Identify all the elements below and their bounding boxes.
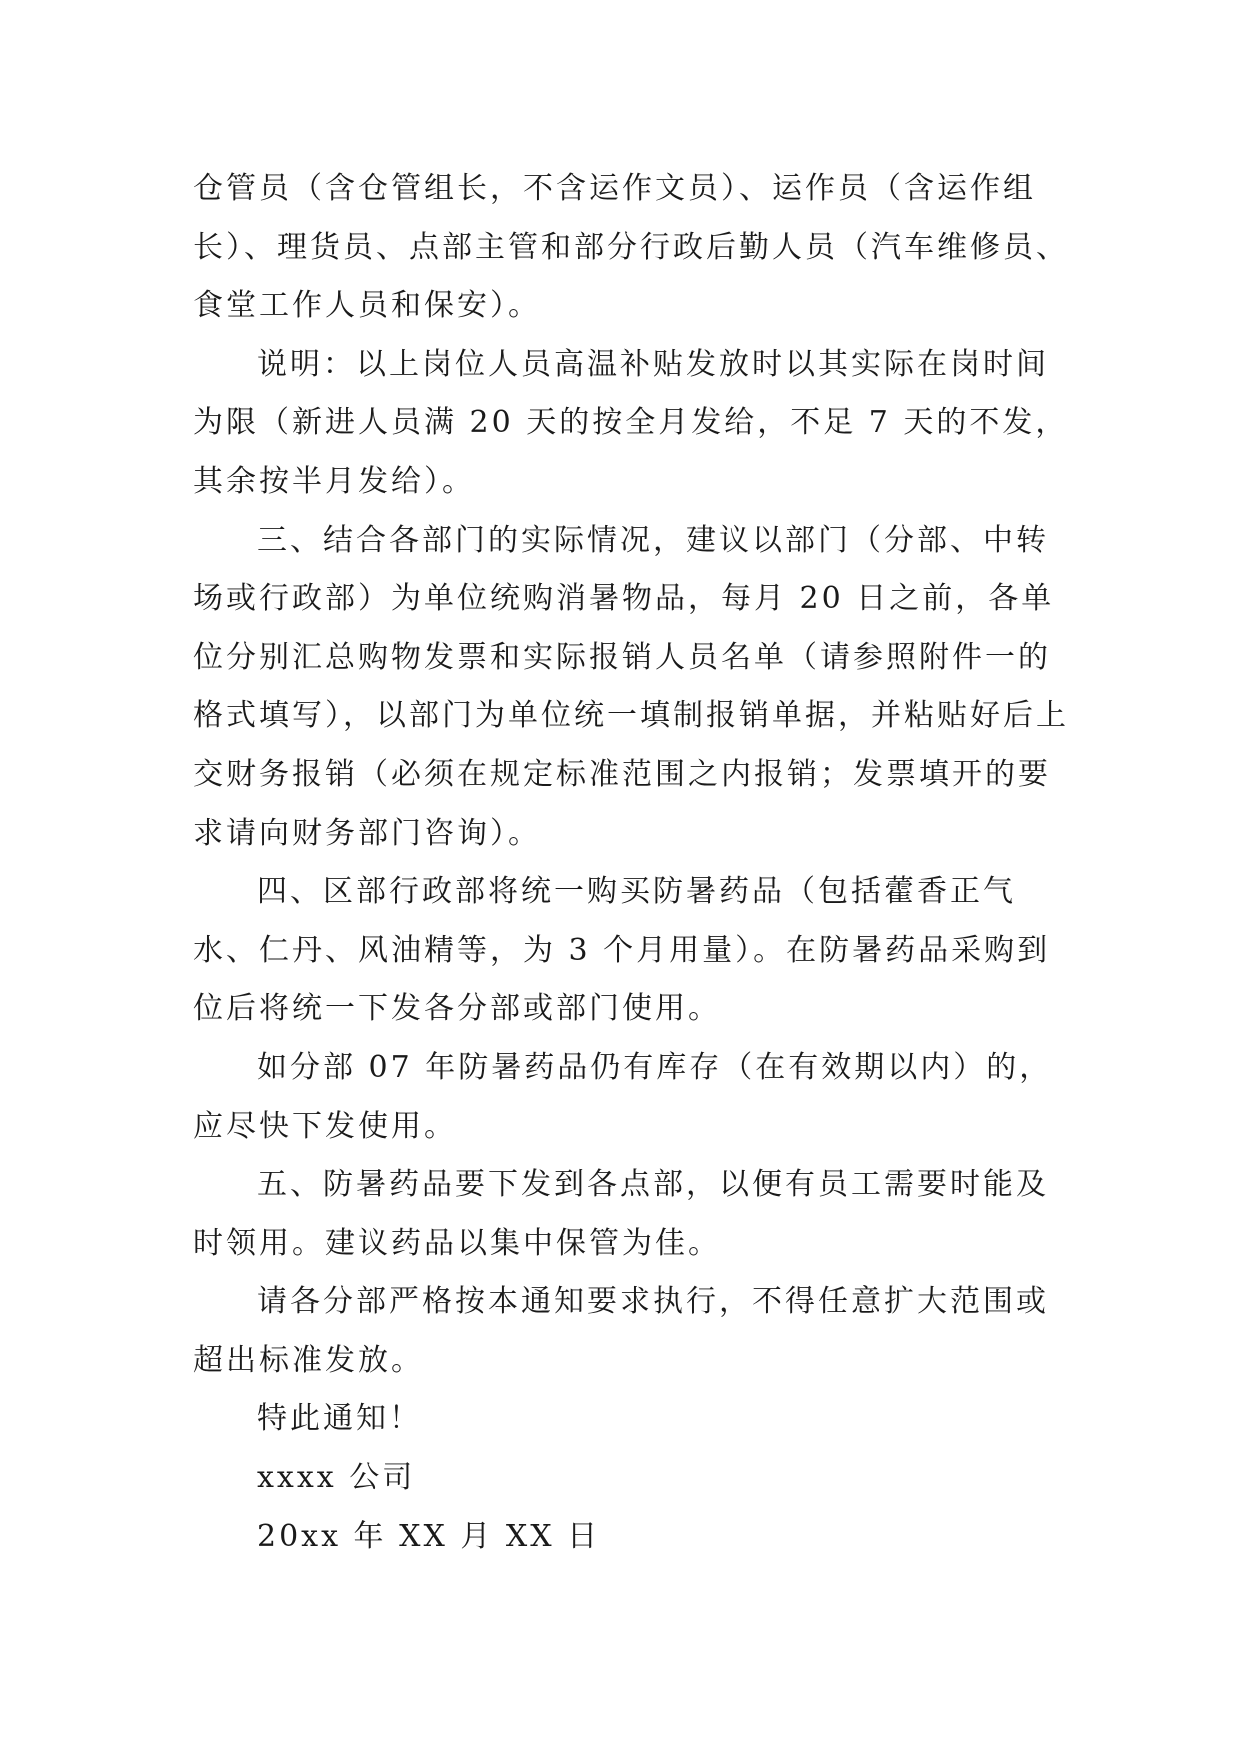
document-date: 20xx 年 XX 月 XX 日 (257, 1518, 601, 1554)
paragraph-staff-list: 仓管员（含仓管组长，不含运作文员）、运作员（含运作组长）、理货员、点部主管和部分行政后勤人员（汽车维修员、食堂工作人员和保安）。 (193, 171, 1069, 324)
closing-line: 特此通知！ (257, 1401, 422, 1437)
paragraph-item-five: 五、防暑药品要下发到各点部，以便有员工需要时能及时领用。建议药品以集中保管为佳。 (193, 1167, 1049, 1261)
document-body (193, 160, 1073, 1566)
paragraph-note: 说明：以上岗位人员高温补贴发放时以其实际在岗时间为限（新进人员满 20 天的按全月发给，不足 7 天的不发，其余按半月发给）。 (193, 346, 1069, 499)
paragraph-stock-note: 如分部 07 年防暑药品仍有库存（在有效期以内）的，应尽快下发使用。 (193, 1049, 1053, 1144)
company-name: xxxx 公司 (257, 1460, 416, 1496)
paragraph-request: 请各分部严格按本通知要求执行，不得任意扩大范围或超出标准发放。 (193, 1284, 1049, 1378)
paragraph-item-three: 三、结合各部门的实际情况，建议以部门（分部、中转场或行政部）为单位统购消暑物品，每月 20 日之前，各单位分别汇总购物发票和实际报销人员名单（请参照附件一的格式填写），以部门为单位统一填制报销单据，并粘贴好后上交财务报销（必须在规定标准范围之内报销；发票填开的要求请向财务部门咨询）。 (193, 522, 1069, 851)
paragraph-item-four: 四、区部行政部将统一购买防暑药品（包括藿香正气水、仁丹、风油精等，为 3 个月用量）。在防暑药品采购到位后将统一下发各分部或部门使用。 (193, 874, 1051, 1027)
